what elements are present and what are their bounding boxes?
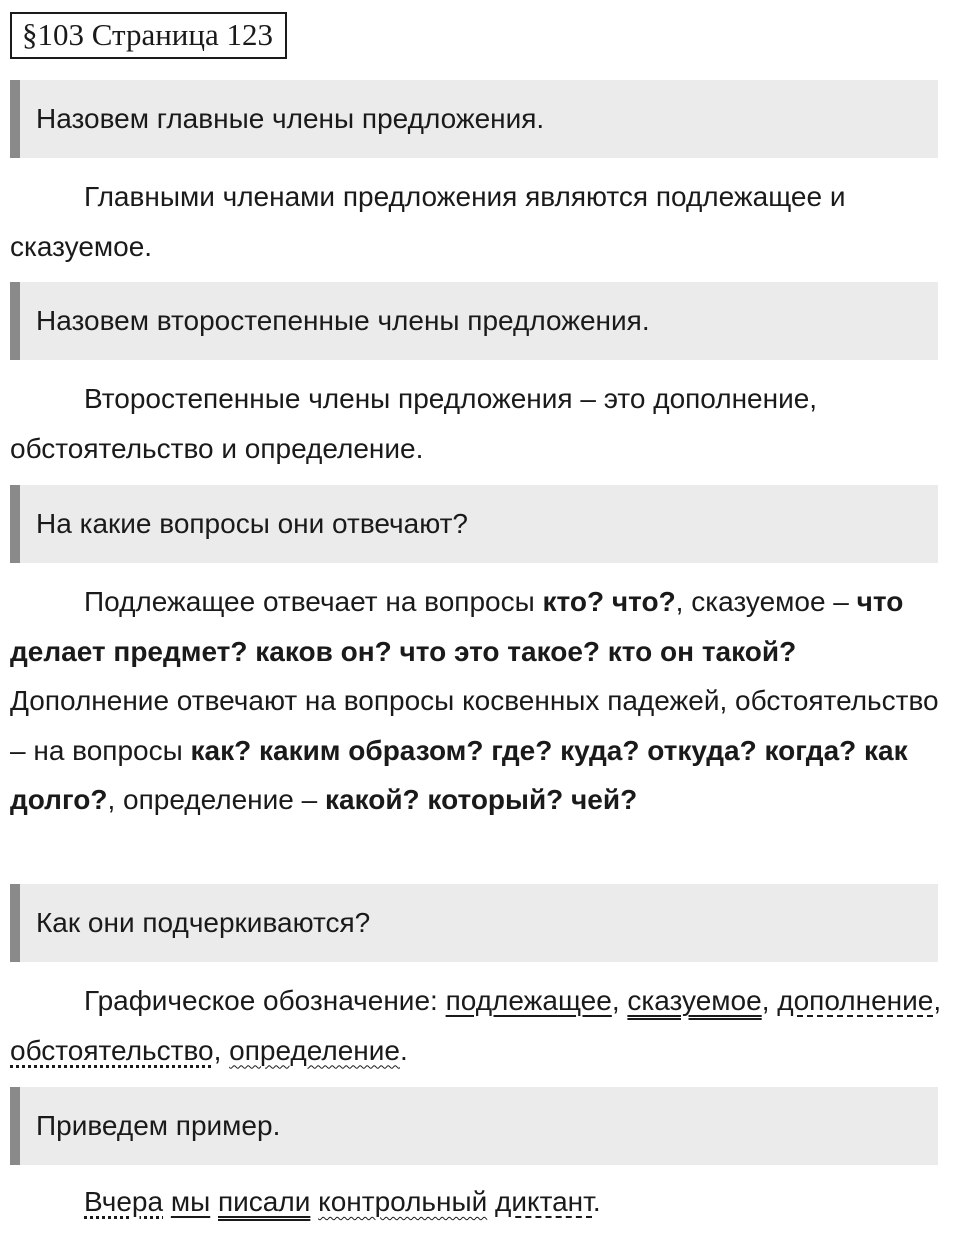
comma: , — [213, 1034, 230, 1066]
answer-4 — [10, 976, 950, 1075]
comma: , — [933, 985, 942, 1016]
adverbial-term: обстоятельство — [10, 1034, 214, 1066]
answer-3-text: , сказуемое – — [675, 586, 857, 617]
example-adverbial: Вчера — [84, 1186, 164, 1217]
example-object: диктант — [495, 1186, 593, 1217]
attribute-questions: какой? который? чей? — [325, 784, 638, 815]
answer-3-text: Подлежащее отвечает на вопросы — [84, 586, 543, 617]
question-2: Назовем второстепенные члены предложения. — [10, 282, 938, 360]
answer-2: Второстепенные члены предложения – это дополнение, обстоятельство и определение. — [10, 383, 818, 464]
example-attribute: контрольный — [318, 1186, 488, 1217]
example-subject: мы — [170, 1186, 211, 1217]
question-3: На какие вопросы они отвечают? — [10, 485, 938, 563]
object-term: дополнение — [777, 985, 934, 1016]
answer-4-text: Графическое обозначение: — [84, 985, 446, 1016]
example-predicate: писали — [218, 1186, 311, 1217]
period: . — [399, 1034, 408, 1066]
answer-3-text: , определение – — [107, 784, 325, 815]
comma: , — [761, 985, 778, 1016]
question-1: Назовем главные члены предложения. — [10, 80, 938, 158]
answer-1: Главными членами предложения являются подлежащее и сказуемое. — [10, 181, 846, 262]
subject-questions: кто? что? — [542, 586, 676, 617]
predicate-questions: что делает предмет? каков он? что это такое? кто он такой? — [10, 586, 904, 667]
question-5: Приведем пример. — [10, 1087, 938, 1165]
subject-term: подлежащее — [445, 985, 612, 1016]
answer-3-text: Дополнение отвечают на вопросы косвенных падежей, обстоятельство – на вопросы — [10, 685, 939, 766]
comma: , — [611, 985, 628, 1016]
question-4: Как они подчеркиваются? — [10, 884, 938, 962]
attribute-term: определение — [229, 1034, 400, 1066]
predicate-term: сказуемое — [627, 985, 762, 1016]
example-sentence — [10, 1177, 950, 1227]
period: . — [592, 1186, 601, 1217]
answer-3 — [10, 577, 950, 825]
page-title: §103 Страница 123 — [10, 12, 287, 59]
adverbial-questions: как? каким образом? где? куда? откуда? когда? как долго? — [10, 734, 908, 815]
